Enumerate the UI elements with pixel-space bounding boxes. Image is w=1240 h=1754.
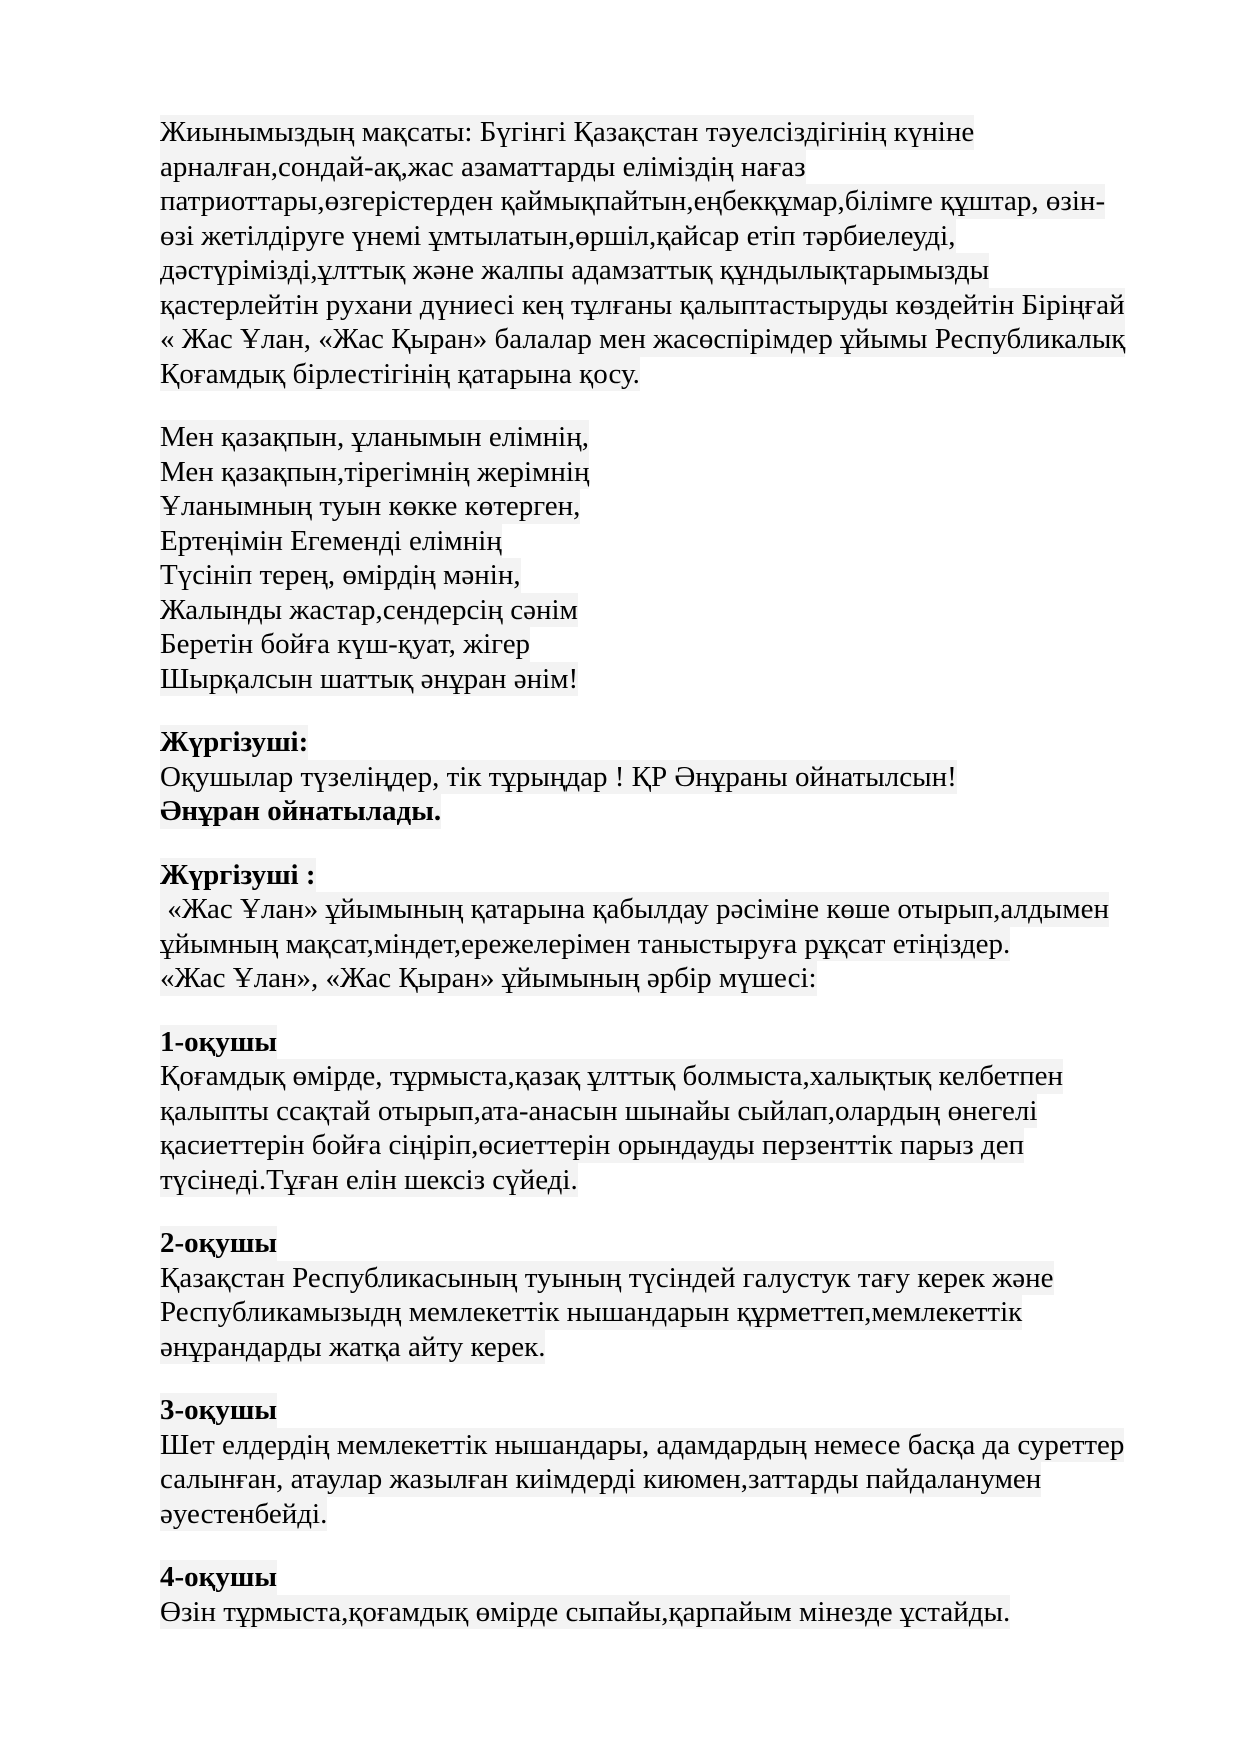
text-line: қастерлейтін рухани дүниесі кең тұлғаны қалыптастыруды көздейтін Біріңғай [160, 288, 1125, 321]
text-line: әнұрандарды жатқа айту керек. [160, 1330, 546, 1363]
text-line: өзі жетілдіруге үнемі ұмтылатын,өршіл,қайсар етіп тәрбиелеуді, [160, 219, 956, 252]
section-heading: 1-оқушы [160, 1025, 277, 1058]
host-block-1 [160, 725, 1150, 829]
blank-line [160, 1531, 1150, 1560]
blank-line [160, 996, 1150, 1025]
poem-line: Жалынды жастар,сендерсің сәнім [160, 593, 578, 626]
poem-line: Мен қазақпын, ұланымын елімнің, [160, 421, 589, 453]
student-2-block [160, 1226, 1150, 1364]
poem-line: Беретін бойға күш-қуат, жігер [160, 628, 531, 660]
text-line: Оқушылар түзеліңдер, тік тұрыңдар ! ҚР Әнұраны ойнатылсын! [160, 760, 957, 793]
poem-line: Шырқалсын шаттық әнұран әнім! [160, 662, 579, 695]
host-block-2 [160, 858, 1150, 996]
text-line: «Жас Ұлан», «Жас Қыран» ұйымының әрбір мүшесі: [160, 962, 817, 994]
paragraph-goal [160, 115, 1150, 391]
section-heading: 3-оқушы [160, 1394, 277, 1426]
section-heading: Жүргізуші : [160, 858, 316, 891]
text-line: Қазақстан Республикасының туының түсіндей галустук тағу керек және [160, 1261, 1054, 1294]
poem [160, 420, 1150, 696]
text-line: арналған,сондай-ақ,жас азаматтарды еліміздің нағаз [160, 150, 806, 183]
blank-line [160, 1364, 1150, 1393]
blank-line [160, 696, 1150, 725]
text-line: ұйымның мақсат,міндет,ережелерімен таныстыруға рұқсат етіңіздер. [160, 927, 1011, 960]
student-1-block [160, 1025, 1150, 1198]
text-line: түсінеді.Тұған елін шексіз сүйеді. [160, 1163, 578, 1196]
text-line: әуестенбейді. [160, 1497, 328, 1530]
blank-line [160, 1197, 1150, 1226]
text-line: Қоғамдық өмірде, тұрмыста,қазақ ұлттық болмыста,халықтық келбетпен [160, 1060, 1064, 1092]
text-line: Өзін тұрмыста,қоғамдық өмірде сыпайы,қарпайым мінезде ұстайды. [160, 1595, 1011, 1628]
poem-line: Ұланымның туын көкке көтерген, [160, 490, 581, 522]
text-line: « Жас Ұлан, «Жас Қыран» балалар мен жасөспірімдер ұйымы Республикалық [160, 323, 1126, 355]
poem-line: Ертеңімін Егеменді елімнің [160, 524, 502, 557]
section-heading: 2-оқушы [160, 1227, 277, 1259]
text-line: қасиеттерін бойға сіңіріп,өсиеттерін орындауды перзенттік парыз деп [160, 1129, 1025, 1161]
text-line: Қоғамдық бірлестігінің қатарына қосу. [160, 357, 640, 390]
poem-line: Түсініп терең, өмірдің мәнін, [160, 559, 521, 591]
text-line-bold: Әнұран ойнатылады. [160, 795, 442, 827]
blank-line [160, 829, 1150, 858]
poem-line: Мен қазақпын,тірегімнің жерімнің [160, 455, 590, 488]
text-line: патриоттары,өзгерістерден қаймықпайтын,еңбекқұмар,білімге құштар, өзін- [160, 185, 1106, 217]
student-4-block [160, 1560, 1150, 1629]
text-line: дәстүрімізді,ұлттық және жалпы адамзаттық құндылықтарымызды [160, 254, 990, 286]
text-line: Шет елдердің мемлекеттік нышандары, адамдардың немесе басқа да суреттер [160, 1428, 1125, 1461]
text-line: Жиынымыздың мақсаты: Бүгінгі Қазақстан тәуелсіздігінің күніне [160, 116, 975, 148]
section-heading: 4-оқушы [160, 1561, 277, 1593]
text-line: Республикамызыдң мемлекеттік нышандарын құрметтеп,мемлекеттік [160, 1296, 1023, 1328]
blank-line [160, 391, 1150, 420]
section-heading: Жүргізуші: [160, 726, 309, 758]
document-page [160, 115, 1150, 1629]
text-line: салынған, атаулар жазылған киімдерді киюмен,заттарды пайдаланумен [160, 1463, 1042, 1495]
student-3-block [160, 1393, 1150, 1531]
text-line: қалыпты ссақтай отырып,ата-анасын шынайы сыйлап,олардың өнегелі [160, 1094, 1038, 1127]
text-line: «Жас Ұлан» ұйымының қатарына қабылдау рәсіміне көше отырып,алдымен [160, 893, 1109, 925]
